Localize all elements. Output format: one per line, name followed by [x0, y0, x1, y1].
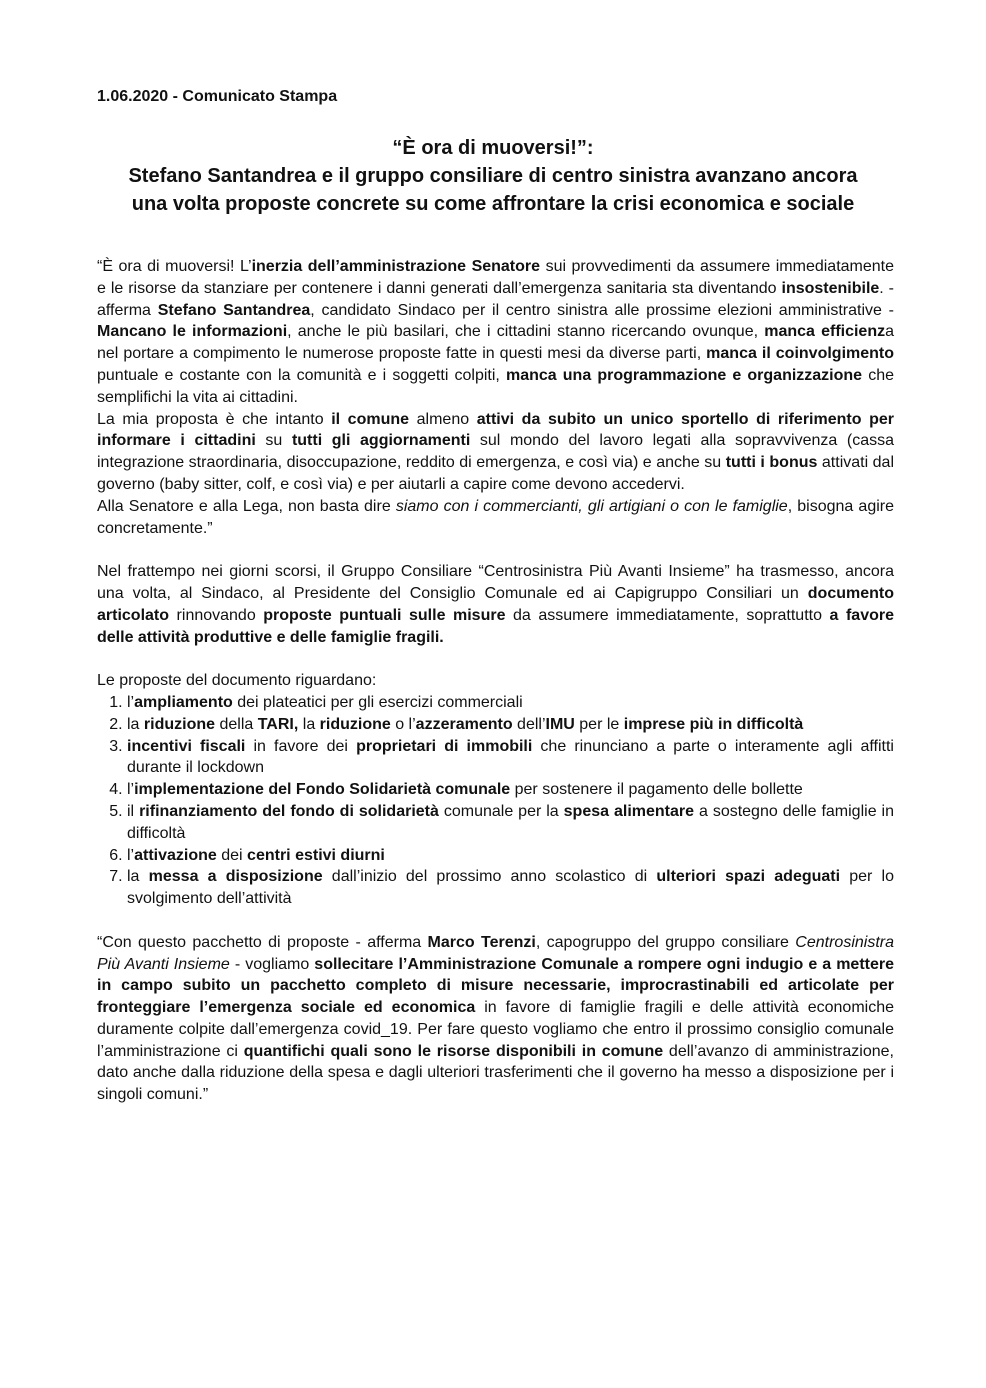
text-run: che rinunciano a parte o interamente agli affitti durante il lockdown	[127, 737, 894, 777]
title-line-1: “È ora di muoversi!”:	[392, 137, 594, 159]
text-run: da assumere immediatamente, soprattutto	[505, 606, 830, 624]
bold-run: manca il coinvolgimento	[706, 345, 895, 363]
list-item	[127, 736, 894, 780]
text-run: , capogruppo del gruppo consiliare	[535, 933, 796, 951]
text-run: “Con questo pacchetto di proposte - afferma	[97, 933, 428, 951]
text-run: , bisogna agire concretamente.”	[97, 497, 895, 537]
bold-run: implementazione del Fondo Solidarietà comunale	[134, 781, 511, 799]
bold-run: ampliamento	[134, 693, 233, 711]
text-run: Alla Senatore e alla Lega, non basta dire	[97, 497, 396, 515]
bold-run: proprietari di immobili	[356, 737, 533, 755]
text-run: sui provvedimenti da assumere immediatamente e le risorse da stanziare per contenere i danni generati dall’emergenza sanitaria sta diventando	[97, 258, 895, 297]
bold-run: tutti gli aggiornamenti	[291, 432, 471, 450]
text-run: La mia proposta è che intanto	[97, 410, 332, 428]
bold-run: inerzia dell’amministrazione Senatore	[251, 258, 541, 275]
paragraph-document	[97, 561, 894, 648]
bold-run: ulteriori spazi adeguati	[656, 868, 841, 886]
italic-run: Centrosinistra Più Avanti Insieme	[97, 933, 894, 973]
text-run: almeno	[409, 410, 477, 428]
bold-run: sollecitare l’Amministrazione Comunale a rompere ogni indugio	[314, 955, 804, 973]
text-run: la	[127, 868, 149, 886]
list-item	[127, 801, 894, 845]
bold-run: Stefano Santandrea	[157, 301, 311, 319]
text-run: “È ora di muoversi! L’	[97, 258, 252, 275]
text-run: la	[127, 715, 144, 733]
text-run: per le	[574, 715, 624, 733]
text-run: la	[298, 715, 320, 733]
text-run: dell’avanzo di amministrazione, dato anche dalla riduzione della spesa e dagli ulteriori trasferimenti che il governo ha messo a disposizione per i singoli comuni.”	[97, 1042, 894, 1104]
bold-run: IMU	[545, 715, 575, 733]
text-run: il	[127, 802, 140, 820]
bold-run: attivazione	[134, 846, 217, 864]
text-run: dei plateatici per gli esercizi commerciali	[232, 693, 523, 711]
title-line-2: Stefano Santandrea e il gruppo consiliare di centro sinistra avanzano ancora	[128, 165, 858, 187]
paragraph-santandrea-quote	[97, 256, 894, 409]
bold-run: TARI,	[257, 715, 299, 733]
bold-run: riduzione	[319, 715, 391, 733]
paragraph-gap	[97, 648, 894, 670]
text-run: l’	[127, 781, 135, 799]
text-run: in favore di famiglie fragili e delle attività economiche duramente colpite dall’emergenza covid_19. Per fare questo vogliamo che entro il prossimo consiglio comunale l’amministrazione ci	[97, 999, 894, 1060]
text-run: in favore dei	[245, 737, 357, 755]
bold-run: messa a disposizione	[148, 868, 323, 886]
title-line-3: una volta proposte concrete su come affrontare la crisi economica e sociale	[131, 193, 855, 215]
bold-run: manca efficienz	[764, 323, 886, 341]
text-run: o l’	[390, 715, 416, 733]
bold-run: rifinanziamento del fondo di solidarietà	[139, 802, 439, 820]
bold-run: spesa alimentare	[563, 802, 695, 820]
text-run: comunale per la	[438, 802, 564, 820]
bold-run: imprese più in difficoltà	[623, 715, 804, 733]
text-run: dei	[216, 846, 248, 864]
text-run: Nel frattempo nei giorni scorsi, il Gruppo Consiliare “Centrosinistra Più Avanti Insieme” ha trasmesso, ancora una volta, al Sindaco, al Presidente del Consiglio Comunale ed ai Capigruppo Consiliari un	[97, 563, 894, 602]
text-run: , anche le più basilari, che i cittadini stanno ricercando ovunque,	[287, 323, 765, 341]
text-run: della	[215, 715, 258, 733]
text-run: attivati dal governo (baby sitter, colf, e così via) e per aiutarli a capire come devono accedervi.	[97, 454, 895, 493]
text-run: , candidato Sindaco per il centro sinistra alle prossime elezioni amministrative -	[310, 301, 894, 319]
bold-run: a favore delle attività produttive e delle famiglie fragili.	[97, 606, 894, 646]
bold-run: riduzione	[143, 715, 216, 733]
text-run: l’	[127, 693, 135, 711]
bold-run: tutti i bonus	[725, 454, 818, 472]
paragraph-terenzi-quote	[97, 932, 894, 1106]
list-item	[127, 692, 894, 714]
text-run: a nel portare a compimento le numerose proposte fatte in questi mesi da diverse parti,	[97, 323, 895, 363]
text-run: dall’inizio del prossimo anno scolastico di	[322, 868, 657, 886]
text-run: dell’	[512, 715, 546, 733]
bold-run: centri estivi diurni	[247, 846, 385, 864]
bold-run: quantifichi quali sono le risorse disponibili in comune	[243, 1042, 664, 1060]
text-run: per lo svolgimento dell’attività	[127, 868, 895, 908]
proposals-list	[97, 692, 894, 910]
bold-run: il comune	[331, 410, 410, 428]
bold-run: manca una programmazione e organizzazione	[505, 366, 863, 384]
text-run: su	[255, 432, 292, 450]
bold-run: documento articolato	[97, 584, 894, 624]
text-run: che semplifichi la vita ai cittadini.	[97, 366, 894, 406]
dateline: 1.06.2020 - Comunicato Stampa	[97, 88, 338, 105]
paragraph-gap	[97, 539, 894, 561]
text-run: puntuale e costante con la comunità e i soggetti colpiti,	[97, 366, 506, 384]
text-run: a sostegno delle famiglie in difficoltà	[127, 802, 894, 842]
text-run: sul mondo del lavoro legati alla sopravvivenza (cassa integrazione straordinaria, disoccupazione, reddito di emergenza, e così via) e anche su	[97, 432, 895, 472]
list-item	[127, 845, 894, 867]
bold-run: insostenibile	[781, 279, 880, 297]
italic-run: siamo con i commercianti, gli artigiani o con le famiglie	[395, 497, 788, 515]
bold-run: e a mettere in campo subito un pacchetto completo di misure necessarie, improcrastinabili ed articolate per fronteggiare l’emergenza sociale ed economica	[97, 955, 895, 1017]
paragraph-gap	[97, 910, 894, 932]
paragraph-proposal	[97, 409, 894, 496]
bold-run: Marco Terenzi	[427, 933, 536, 951]
document-body	[97, 256, 894, 1106]
list-item	[127, 714, 894, 736]
bold-run: incentivi fiscali	[127, 737, 246, 755]
text-run: . - afferma	[97, 279, 894, 319]
text-run: rinnovando	[169, 606, 264, 624]
bold-run: proposte puntuali sulle misure	[263, 606, 506, 624]
list-item	[127, 866, 894, 910]
list-item	[127, 779, 894, 801]
text-run: l’	[127, 846, 135, 864]
text-run: - vogliamo	[229, 955, 315, 973]
list-intro: Le proposte del documento riguardano:	[97, 672, 377, 690]
bold-run: azzeramento	[415, 715, 513, 733]
bold-run: Mancano le informazioni	[97, 323, 288, 341]
bold-run: attivi da subito un unico sportello di riferimento per informare i cittadini	[97, 410, 894, 450]
press-release-title	[60, 134, 926, 218]
paragraph-lega	[97, 496, 894, 540]
text-run: per sostenere il pagamento delle bollette	[510, 781, 803, 799]
